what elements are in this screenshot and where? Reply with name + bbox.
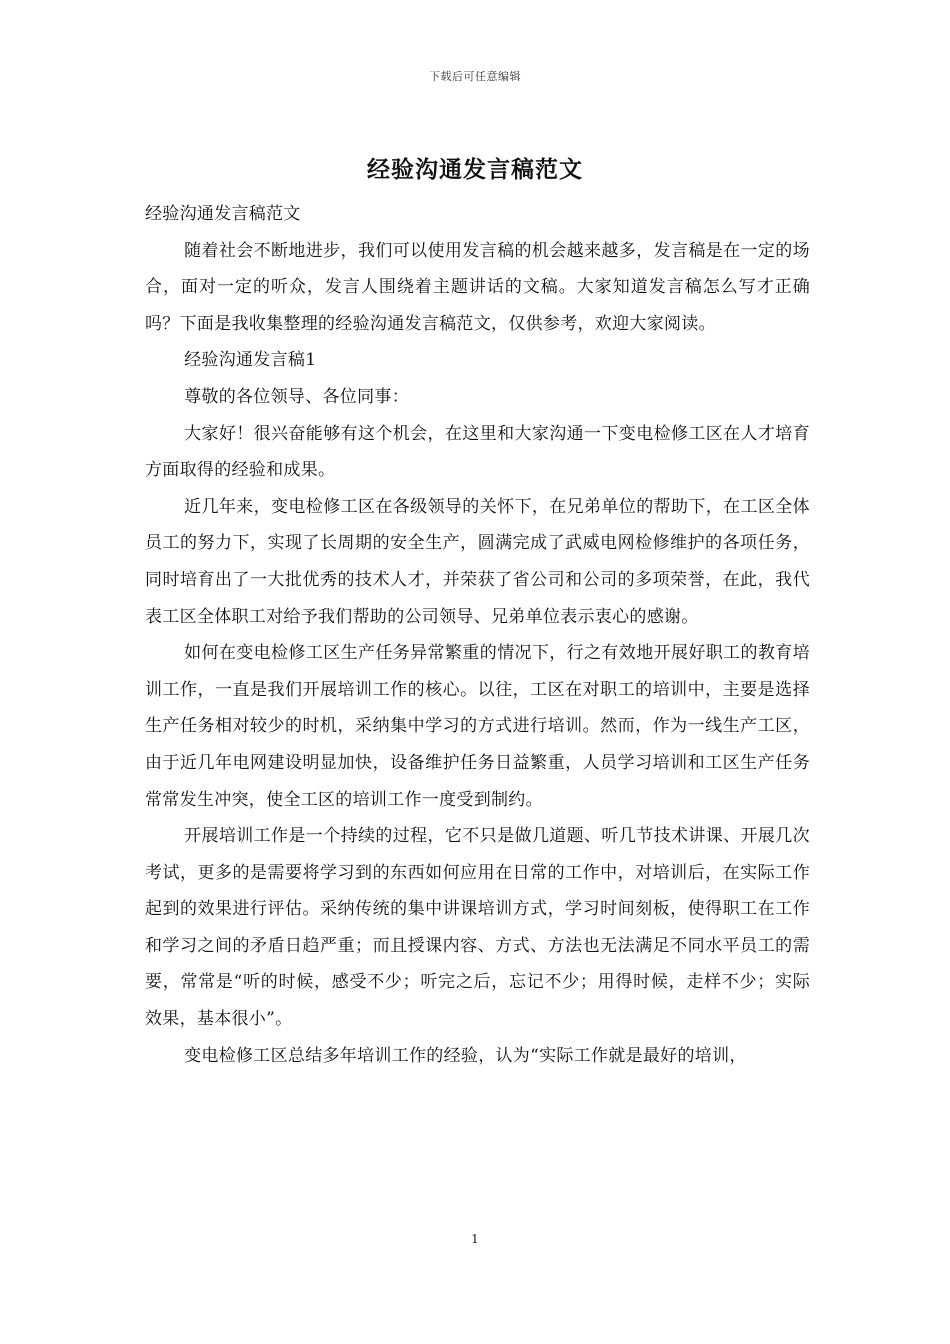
- body-paragraph: 如何在变电检修工区生产任务异常繁重的情况下，行之有效地开展好职工的教育培训工作，一直是我们开展培训工作的核心。以往，工区在对职工的培训中，主要是选择生产任务相对较少的时机，采纳集中学习的方式进行培训。然而，作为一线生产工区，由于近几年电网建设明显加快，设备维护任务日益繁重，人员学习培训和工区生产任务常常发生冲突，使全工区的培训工作一度受到制约。: [145, 643, 810, 810]
- header-note: 下载后可任意编辑: [429, 70, 521, 83]
- body-paragraph: 近几年来，变电检修工区在各级领导的关怀下，在兄弟单位的帮助下，在工区全体员工的努力下，实现了长周期的安全生产，圆满完成了武威电网检修维护的各项任务，同时培育出了一大批优秀的技术人才，并荣获了省公司和公司的多项荣誉，在此，我代表工区全体职工对给予我们帮助的公司领导、兄弟单位表示衷心的感谢。: [145, 496, 810, 627]
- salutation-paragraph: 尊敬的各位领导、各位同事：: [184, 386, 409, 407]
- subtitle-paragraph: 经验沟通发言稿范文: [145, 204, 301, 224]
- body-paragraph: 变电检修工区总结多年培训工作的经验，认为“实际工作就是最好的培训，: [184, 1045, 747, 1066]
- body-paragraph: 开展培训工作是一个持续的过程，它不只是做几道题、听几节技术讲课、开展几次考试，更多的是需要将学习到的东西如何应用在日常的工作中，对培训后，在实际工作起到的效果进行评估。采纳传统的集中讲课培训方式，学习时间刻板，使得职工在工作和学习之间的矛盾日趋严重；而且授课内容、方式、方法也无法满足不同水平员工的需要，常常是“听的时候，感受不少；听完之后，忘记不少；用得时候，走样不少；实际效果，基本很小”。: [145, 826, 810, 1030]
- document-title: 经验沟通发言稿范文: [367, 156, 583, 183]
- intro-paragraph: 随着社会不断地进步，我们可以使用发言稿的机会越来越多，发言稿是在一定的场合，面对一定的听众，发言人围绕着主题讲话的文稿。大家知道发言稿怎么写才正确吗？下面是我收集整理的经验沟通发言稿范文，仅供参考，欢迎大家阅读。: [145, 240, 810, 334]
- document-body: [145, 196, 810, 1074]
- greeting-paragraph: 大家好！很兴奋能够有这个机会，在这里和大家沟通一下变电检修工区在人才培育方面取得的经验和成果。: [145, 423, 810, 481]
- section-heading: 经验沟通发言稿1: [184, 350, 317, 371]
- page-number: 1: [471, 1232, 479, 1246]
